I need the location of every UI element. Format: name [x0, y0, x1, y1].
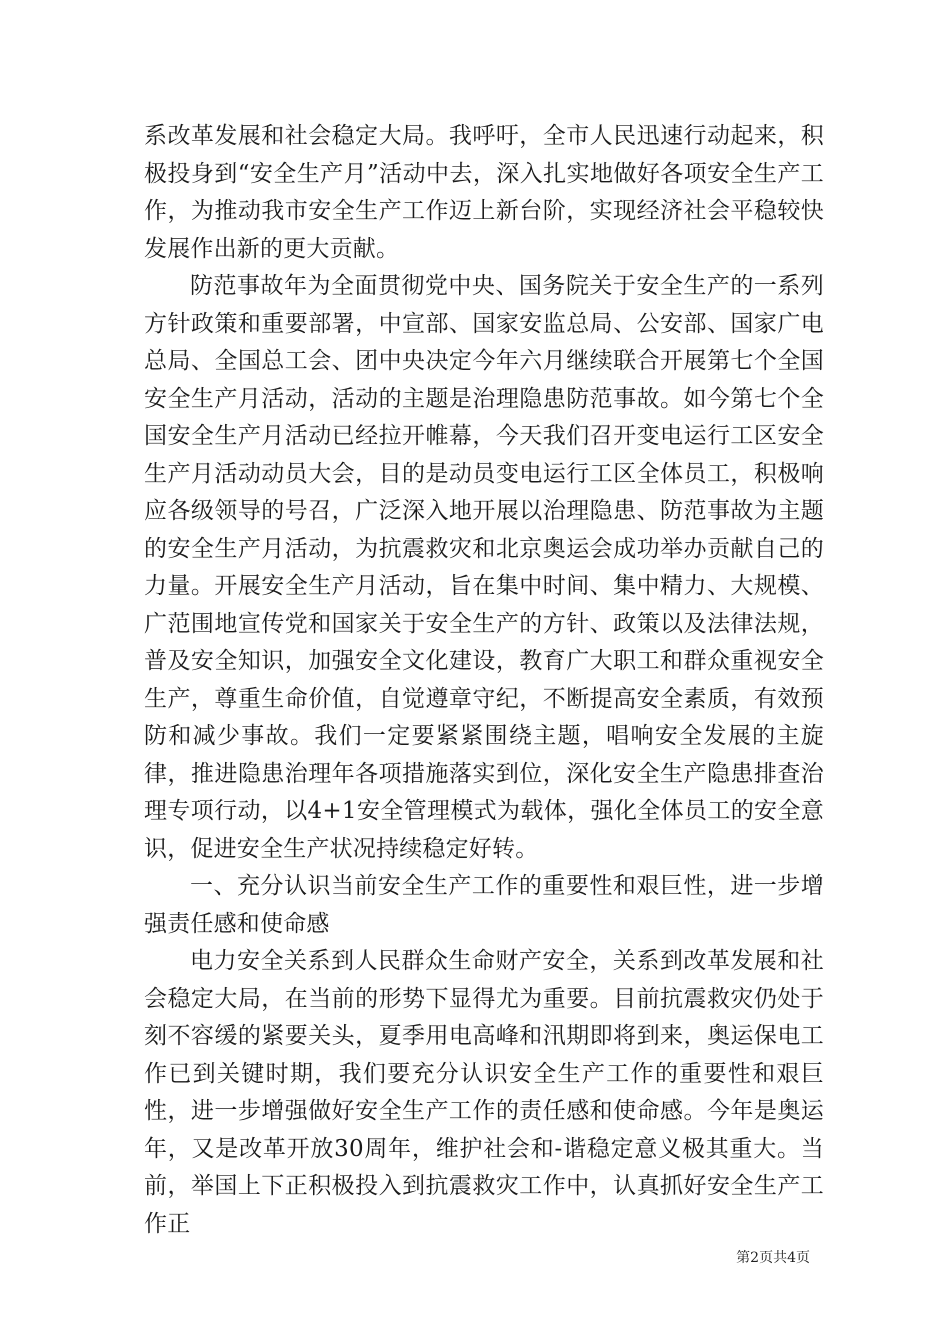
document-body [144, 118, 824, 1243]
paragraph-safety-month-intro: 防范事故年为全面贯彻党中央、国务院关于安全生产的一系列方针政策和重要部署，中宣部、国家安监总局、公安部、国家广电总局、全国总工会、团中央决定今年六月继续联合开展第七个全国安全生产月活动，活动的主题是治理隐患防范事故。如今第七个全国安全生产月活动已经拉开帷幕，今天我们召开变电运行工区安全生产月活动动员大会，目的是动员变电运行工区全体员工，积极响应各级领导的号召，广泛深入地开展以治理隐患、防范事故为主题的安全生产月活动，为抗震救灾和北京奥运会成功举办贡献自己的力量。开展安全生产月活动，旨在集中时间、集中精力、大规模、广范围地宣传党和国家关于安全生产的方针、政策以及法律法规，普及安全知识，加强安全文化建设，教育广大职工和群众重视安全生产，尊重生命价值，自觉遵章守纪，不断提高安全素质，有效预防和减少事故。我们一定要紧紧围绕主题，唱响安全发展的主旋律，推进隐患治理年各项措施落实到位，深化安全生产隐患排查治理专项行动，以4+1安全管理模式为载体，强化全体员工的安全意识，促进安全生产状况持续稳定好转。 [144, 273, 824, 862]
paragraph-continuation: 系改革发展和社会稳定大局。我呼吁，全市人民迅速行动起来，积极投身到“安全生产月”活动中去，深入扎实地做好各项安全生产工作，为推动我市安全生产工作迈上新台阶，实现经济社会平稳较快发展作出新的更大贡献。 [144, 123, 824, 262]
page-number-footer: 第2页共4页 [736, 1250, 810, 1266]
section-heading-1: 一、充分认识当前安全生产工作的重要性和艰巨性，进一步增强责任感和使命感 [144, 873, 824, 937]
paragraph-power-safety: 电力安全关系到人民群众生命财产安全，关系到改革发展和社会稳定大局，在当前的形势下显得尤为重要。目前抗震救灾仍处于刻不容缓的紧要关头，夏季用电高峰和汛期即将到来，奥运保电工作已到关键时期，我们要充分认识安全生产工作的重要性和艰巨性，进一步增强做好安全生产工作的责任感和使命感。今年是奥运年，又是改革开放30周年，维护社会和-谐稳定意义极其重大。当前，举国上下正积极投入到抗震救灾工作中，认真抓好安全生产工作正 [144, 948, 824, 1237]
